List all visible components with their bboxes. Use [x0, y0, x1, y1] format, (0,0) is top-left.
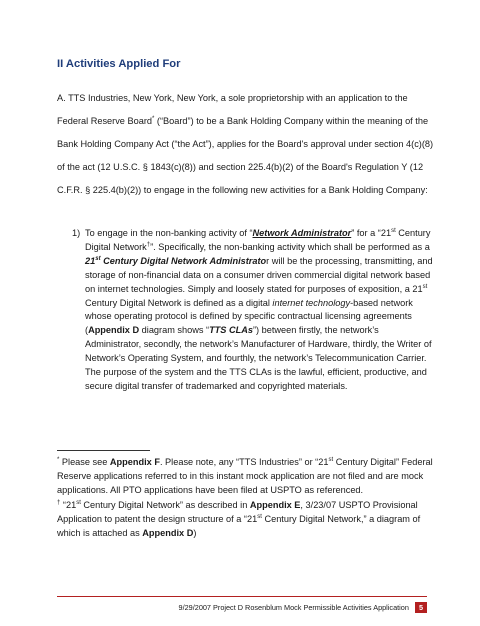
list-item-body	[85, 227, 436, 394]
footnote-2	[57, 498, 435, 541]
appendix-d-reference: Appendix D	[88, 325, 140, 336]
item-text: ”) between firstly, the network’s Administrator, secondly, the network’s Manufacturer of Hardware, thirdly, the Writer of Network’s Operating System, and fourthly, the network’s Telecommunication Carrier. The purpose of the system and the TTS CLAs is the lawful, efficient, productive, and secure digital transfer of trademarked and copyrighted materials.	[85, 325, 432, 391]
footnote-text: )	[193, 528, 197, 539]
paragraph-a-text-2: (“Board”) to be a Bank Holding Company within the meaning of the Bank Holding Company Act (“the Act”), applies for the Board's approval under section 4(c)(8) of the act (12 U.S.C. § 1843(c)(8)) and section 225.4(b)(2) of the Board's Regulation Y (12 C.F.R. § 225.4(b)(2)) to engage in the following new activities for a Bank Holding Company:	[57, 116, 434, 196]
footnote-text: . Please note, any “TTS Industries” or “21	[159, 457, 329, 467]
item-text: r will be the processing, transmitting, and storage of non-financial data on a consumer driven commercial digital network based on internet technologies. Simply and loosely stated for purposes of exposition, a 21	[85, 255, 433, 294]
activity-list	[72, 227, 436, 394]
item-text: ” for a “21	[351, 228, 392, 238]
appendix-d-reference: Appendix D	[142, 528, 194, 539]
item-text: diagram shows “	[139, 325, 210, 336]
paragraph-a	[57, 87, 435, 202]
bold-italic-term: 21	[85, 255, 96, 266]
footnote-text: “21	[60, 499, 77, 510]
item-text: Century Digital Network	[85, 228, 431, 252]
ordinal-suffix: st	[328, 456, 334, 463]
item-text: Century Digital Network is defined as a digital	[85, 297, 273, 308]
ordinal-suffix: st	[76, 499, 81, 506]
appendix-e-reference: Appendix E	[249, 499, 301, 510]
section-heading: II Activities Applied For	[57, 58, 181, 70]
paragraph-a-text-1: A. TTS Industries, New York, New York, a sole proprietorship with an application to the Federal Reserve Board	[57, 93, 408, 127]
footnote-ref-2[interactable]: †	[146, 241, 151, 248]
footnote-text: Please see	[59, 457, 110, 467]
appendix-f-reference: Appendix F	[109, 457, 160, 467]
ordinal-suffix: st	[422, 283, 428, 290]
page-number-badge: 5	[415, 602, 427, 613]
item-text: ”. Specifically, the non-banking activity which shall be performed as a	[150, 241, 430, 252]
footnote-text: Century Digital Network” as described in	[80, 499, 250, 510]
footnote-ref-1[interactable]: *	[151, 116, 155, 123]
footer-text: 9/29/2007 Project D Rosenblum Mock Permissible Activities Application	[178, 603, 409, 612]
bold-italic-term: Century Digital Network Administrato	[100, 255, 267, 266]
footnote-separator	[57, 450, 150, 451]
item-text: -based network whose operating protocol is defined by specific contractual licensing agreements (	[85, 297, 413, 336]
network-administrator-term: Network Administrator	[252, 228, 352, 238]
italic-term: internet technology	[272, 297, 351, 308]
ordinal-suffix: st	[391, 227, 396, 234]
tts-clas-term: TTS CLAs	[209, 325, 253, 336]
footnote-1	[57, 455, 435, 498]
footnote-text: Century Digital” Federal Reserve applications referred to in this instant mock application are not filed and are mock applications. All PTO applications have been filed at USPTO as referenced.	[57, 457, 433, 496]
footnote-text: Century Digital Network,” a diagram of which is attached as	[57, 513, 421, 539]
list-item-number: 1)	[72, 228, 81, 238]
footnote-mark: *	[57, 456, 60, 463]
footnotes	[57, 455, 435, 540]
item-text: To engage in the non-banking activity of “	[85, 228, 253, 238]
ordinal-suffix: st	[95, 255, 101, 262]
ordinal-suffix: st	[257, 513, 262, 520]
footnote-mark: †	[57, 499, 61, 506]
page-footer	[57, 596, 427, 613]
footnote-text: , 3/23/07 USPTO Provisional Application to patent the design structure of a “21	[57, 499, 418, 524]
